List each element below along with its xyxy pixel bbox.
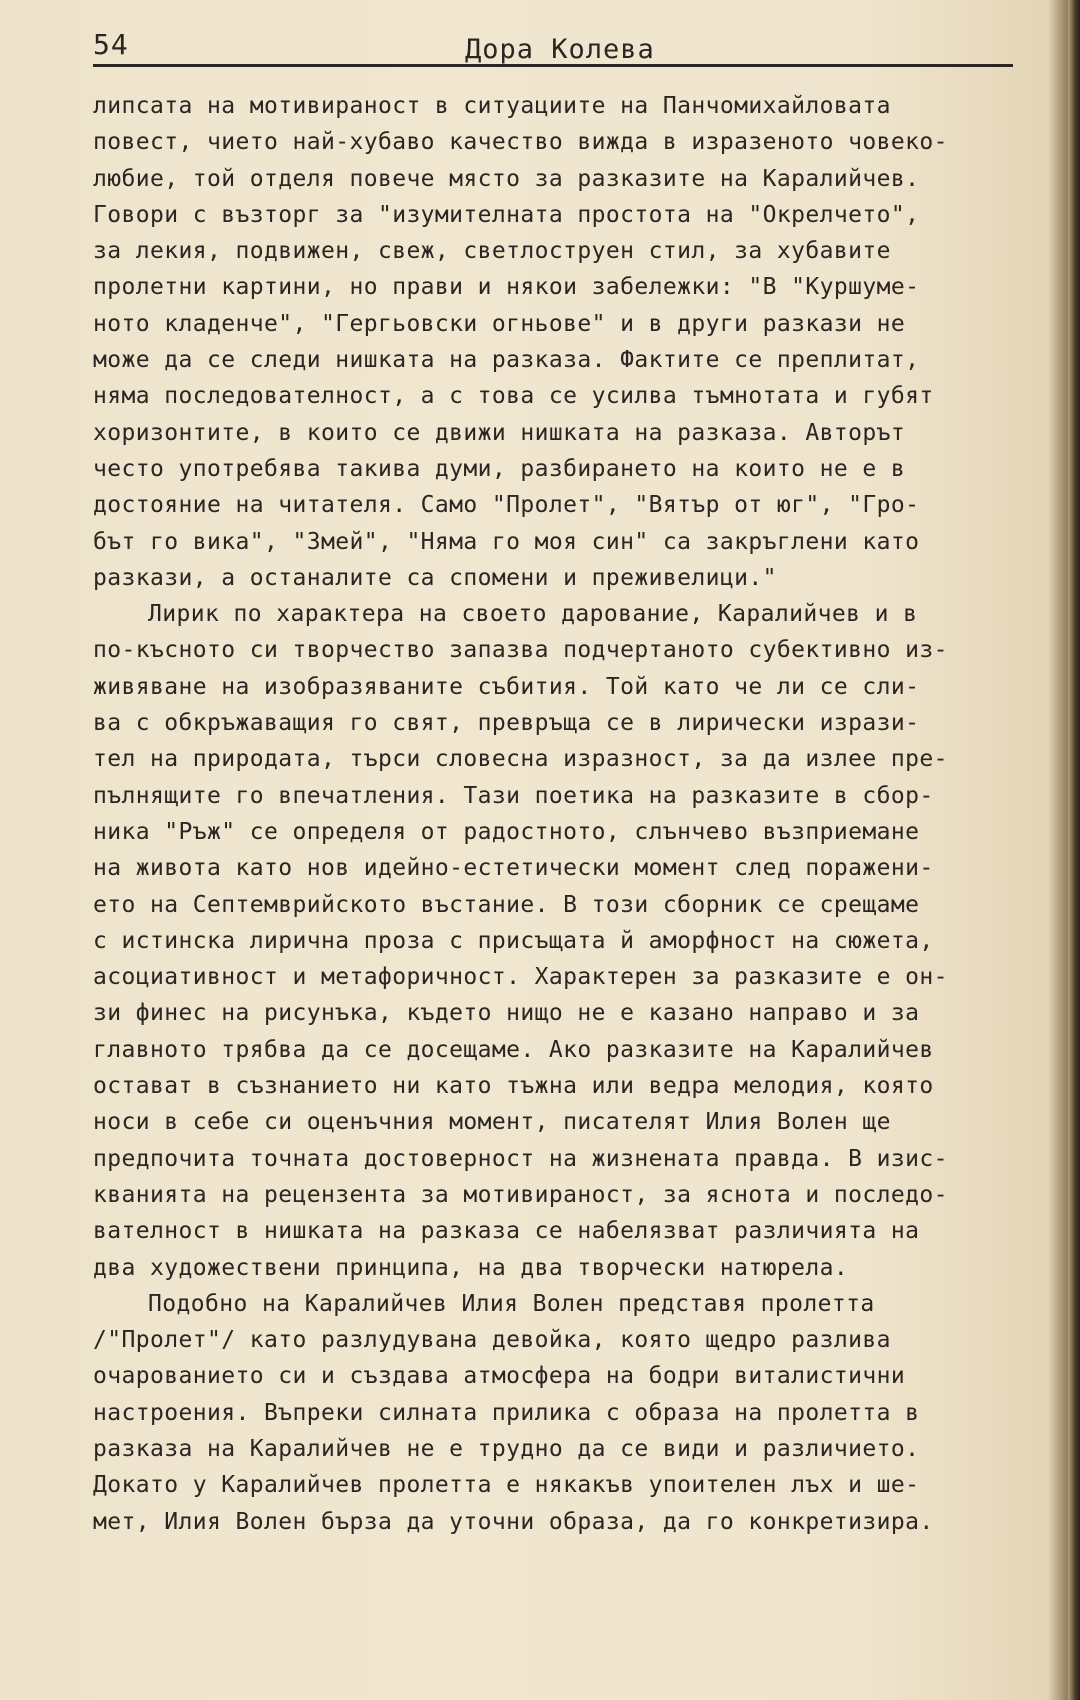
text-line: ното кладенче", "Гергьовски огньове" и в други разкази не: [93, 310, 906, 337]
text-line: няма последователност, а с това се усилва тъмнотата и губят: [93, 383, 934, 410]
text-line: разкази, а останалите са спомени и преживелици.": [93, 564, 777, 591]
page-header: [93, 22, 1013, 67]
text-line: липсата на мотивираност в ситуациите на Панчомихайловата: [93, 93, 891, 119]
book-spine-edge: [1068, 0, 1080, 1700]
text-line: носи в себе си оценъчния момент, писателят Илия Волен ще: [93, 1109, 891, 1136]
text-line: главното трябва да се досещаме. Ако разказите на Каралийчев: [93, 1036, 934, 1063]
text-line: Докато у Каралийчев пролетта е някакъв упоителен лъх и ше-: [93, 1472, 920, 1499]
page-number: 54: [93, 28, 129, 61]
text-line: мет, Илия Волен бърза да уточни образа, да го конкретизира.: [93, 1508, 934, 1535]
text-line: по-късното си творчество запазва подчертаното субективно из-: [93, 637, 948, 664]
text-line: ето на Септемврийското въстание. В този сборник се срещаме: [93, 891, 920, 918]
text-line: живяване на изобразяваните събития. Той като че ли се сли-: [93, 673, 920, 700]
paragraph-first-line: Подобно на Каралийчев Илия Волен представя пролетта: [148, 1290, 875, 1317]
text-line: /"Пролет"/ като разлудувана девойка, която щедро разлива: [93, 1327, 891, 1354]
text-line: настроения. Въпреки силната прилика с образа на пролетта в: [93, 1399, 920, 1426]
text-line: на живота като нов идейно-естетически момент след поражени-: [93, 855, 934, 882]
text-line: тел на природата, търси словесна изразност, за да излее пре-: [93, 746, 948, 773]
text-line: разказа на Каралийчев не е трудно да се види и различието.: [93, 1435, 920, 1462]
text-line: ва с обкръжаващия го свят, превръща се в лирически изрази-: [93, 710, 920, 737]
text-line: може да се следи нишката на разказа. Фактите се преплитат,: [93, 347, 920, 374]
text-line: често употребява такива думи, разбирането на които не е в: [93, 455, 906, 482]
text-line: зи финес на рисунъка, където нищо не е казано направо и за: [93, 1000, 920, 1027]
text-line: вателност в нишката на разказа се набелязват различията на: [93, 1218, 920, 1245]
text-line: остават в съзнанието ни като тъжна или ведра мелодия, която: [93, 1073, 934, 1100]
paragraph-first-line: Лирик по характера на своето дарование, Каралийчев и в: [148, 601, 918, 628]
text-line: достояние на читателя. Само "Пролет", "Вятър от юг", "Гро-: [93, 492, 920, 519]
text-line: два художествени принципа, на два творчески натюрела.: [93, 1254, 849, 1281]
text-line: пролетни картини, но прави и някои забележки: "В "Куршуме-: [93, 274, 920, 301]
text-line: пълнящите го впечатления. Тази поетика на разказите в сбор-: [93, 782, 934, 809]
running-title: Дора Колева: [465, 34, 655, 65]
text-line: предпочита точната достоверност на жизнената правда. В изис-: [93, 1145, 948, 1172]
body-text: [93, 88, 1033, 1540]
text-line: ника "Ръж" се определя от радостното, слънчево възприемане: [93, 818, 920, 845]
text-line: повест, чието най-хубаво качество вижда в изразеното човеко-: [93, 129, 948, 156]
text-line: очарованието си и създава атмосфера на бодри виталистични: [93, 1363, 906, 1390]
text-line: кванията на рецензента за мотивираност, за яснота и последо-: [93, 1181, 948, 1208]
text-line: асоциативност и метафоричност. Характерен за разказите е он-: [93, 964, 948, 991]
text-line: с истинска лирична проза с присъщата й аморфност на сюжета,: [93, 927, 934, 954]
text-line: бът го вика", "Змей", "Няма го моя син" са закръглени като: [93, 528, 920, 555]
text-line: хоризонтите, в които се движи нишката на разказа. Авторът: [93, 419, 906, 446]
text-line: Говори с възторг за "изумителната простота на "Окрелчето",: [93, 201, 920, 228]
text-line: любие, той отделя повече място за разказите на Каралийчев.: [93, 165, 920, 192]
text-line: за лекия, подвижен, свеж, светлоструен стил, за хубавите: [93, 238, 891, 265]
